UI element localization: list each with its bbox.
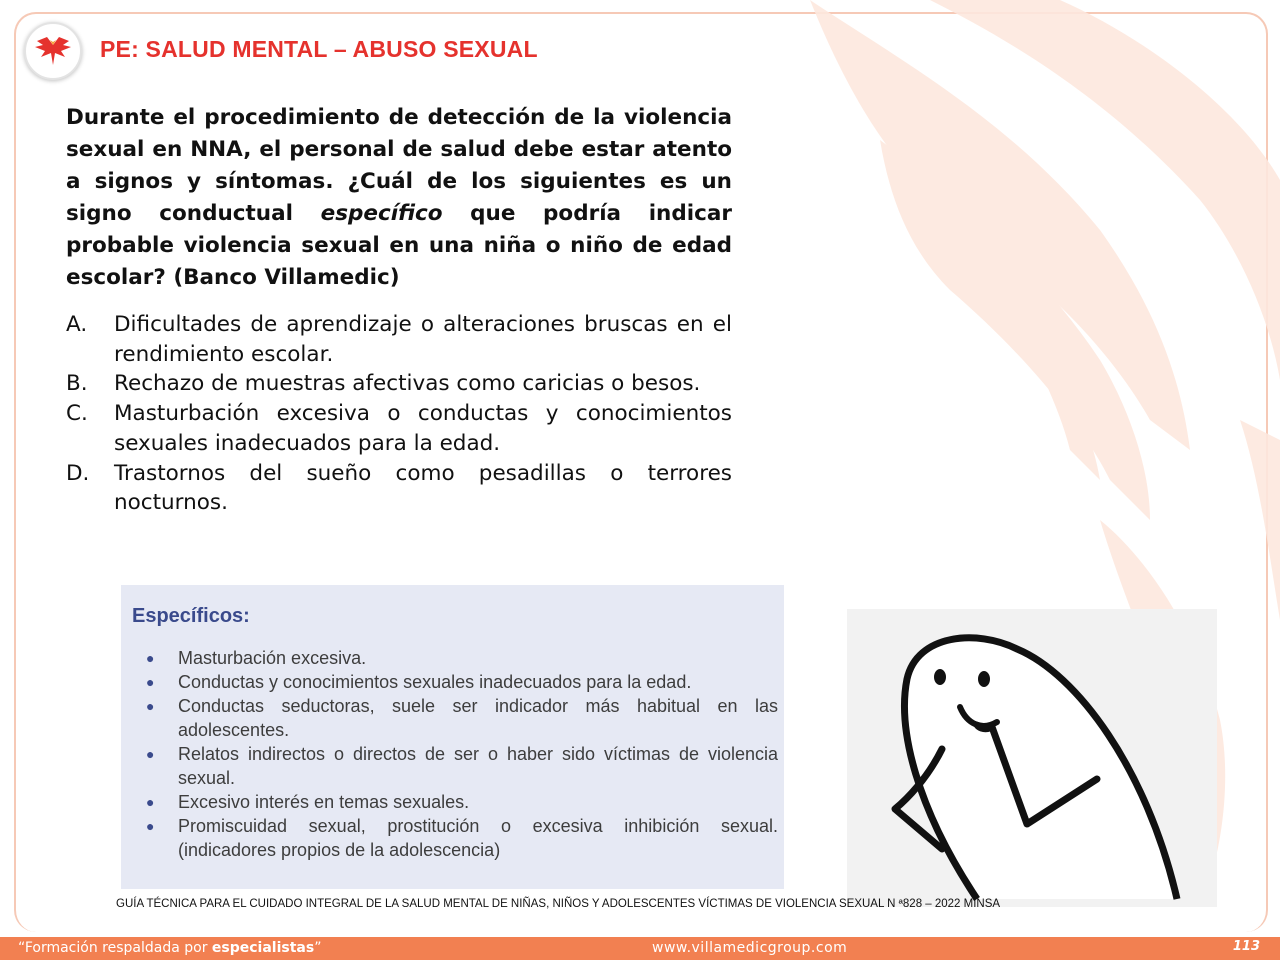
bullet-icon: ● (146, 698, 155, 714)
slogan-start: “Formación respaldada por (18, 940, 212, 956)
source-citation: GUÍA TÉCNICA PARA EL CUIDADO INTEGRAL DE LA SALUD MENTAL DE NIÑAS, NIÑOS Y ADOLESCENTES VÍCTIMAS DE VIOLENCIA SEXUAL N ª828 – 2022 MINSA (116, 898, 1001, 910)
reference-item-text: Masturbación excesiva. (178, 648, 367, 668)
reference-item (132, 742, 778, 790)
bullet-icon: ● (146, 674, 155, 690)
option-c[interactable] (66, 399, 732, 458)
footer-bar (0, 937, 1280, 960)
option-text: Dificultades de aprendizaje o alteraciones bruscas en el rendimiento escolar. (114, 312, 732, 367)
option-text: Rechazo de muestras afectivas como caricias o besos. (114, 371, 701, 397)
option-d[interactable] (66, 459, 732, 518)
bullet-icon: ● (146, 746, 155, 762)
flork-meme-image (847, 609, 1217, 907)
reference-excerpt (121, 585, 784, 889)
answer-options (66, 310, 732, 518)
reference-item-text: Conductas seductoras, suele ser indicador más habitual en las adolescentes. (178, 696, 778, 740)
slogan-end: ” (314, 940, 322, 956)
option-letter: A. (66, 312, 88, 337)
footer-slogan (18, 940, 321, 956)
reference-title: Específicos: (132, 605, 250, 627)
reference-item (132, 694, 778, 742)
slogan-bold: especialistas (211, 940, 315, 956)
bullet-icon: ● (146, 650, 155, 666)
phoenix-logo-icon (24, 22, 82, 80)
bullet-icon: ● (146, 794, 155, 810)
option-b[interactable] (66, 369, 732, 399)
reference-item-text: Conductas y conocimientos sexuales inadecuados para la edad. (178, 672, 692, 692)
question-emphasis: específico (320, 201, 443, 226)
bullet-icon: ● (146, 818, 155, 834)
question-part1: Durante el procedimiento de detección de la violencia sexual en NNA, el personal de salud debe estar atento a signos y síntomas. ¿Cuál de los siguientes es un signo conductual (66, 105, 732, 226)
slide-title: PE: SALUD MENTAL – ABUSO SEXUAL (100, 36, 538, 62)
reference-item (132, 814, 778, 862)
option-letter: D. (66, 460, 90, 486)
footer-website-link[interactable]: www.villamedicgroup.com (652, 940, 848, 956)
reference-list (132, 646, 778, 862)
question-part2: que podría indicar probable violencia sexual en una niña o niño de edad escolar? (Banco Villamedic) (66, 201, 732, 290)
option-letter: C. (66, 401, 88, 427)
reference-item (132, 670, 778, 694)
option-text: Trastornos del sueño como pesadillas o terrores nocturnos. (114, 460, 732, 516)
page-number: 113 (1232, 939, 1260, 954)
reference-item-text: Promiscuidad sexual, prostitución o excesiva inhibición sexual. (indicadores propios de la adolescencia) (178, 816, 778, 860)
option-a[interactable] (66, 310, 732, 369)
reference-item (132, 790, 778, 814)
question-text (66, 102, 732, 294)
reference-item-text: Excesivo interés en temas sexuales. (178, 792, 470, 812)
reference-item-text: Relatos indirectos o directos de ser o haber sido víctimas de violencia sexual. (178, 744, 778, 788)
reference-item (132, 646, 778, 670)
option-text: Masturbación excesiva o conductas y conocimientos sexuales inadecuados para la edad. (114, 401, 732, 456)
option-letter: B. (66, 371, 88, 397)
